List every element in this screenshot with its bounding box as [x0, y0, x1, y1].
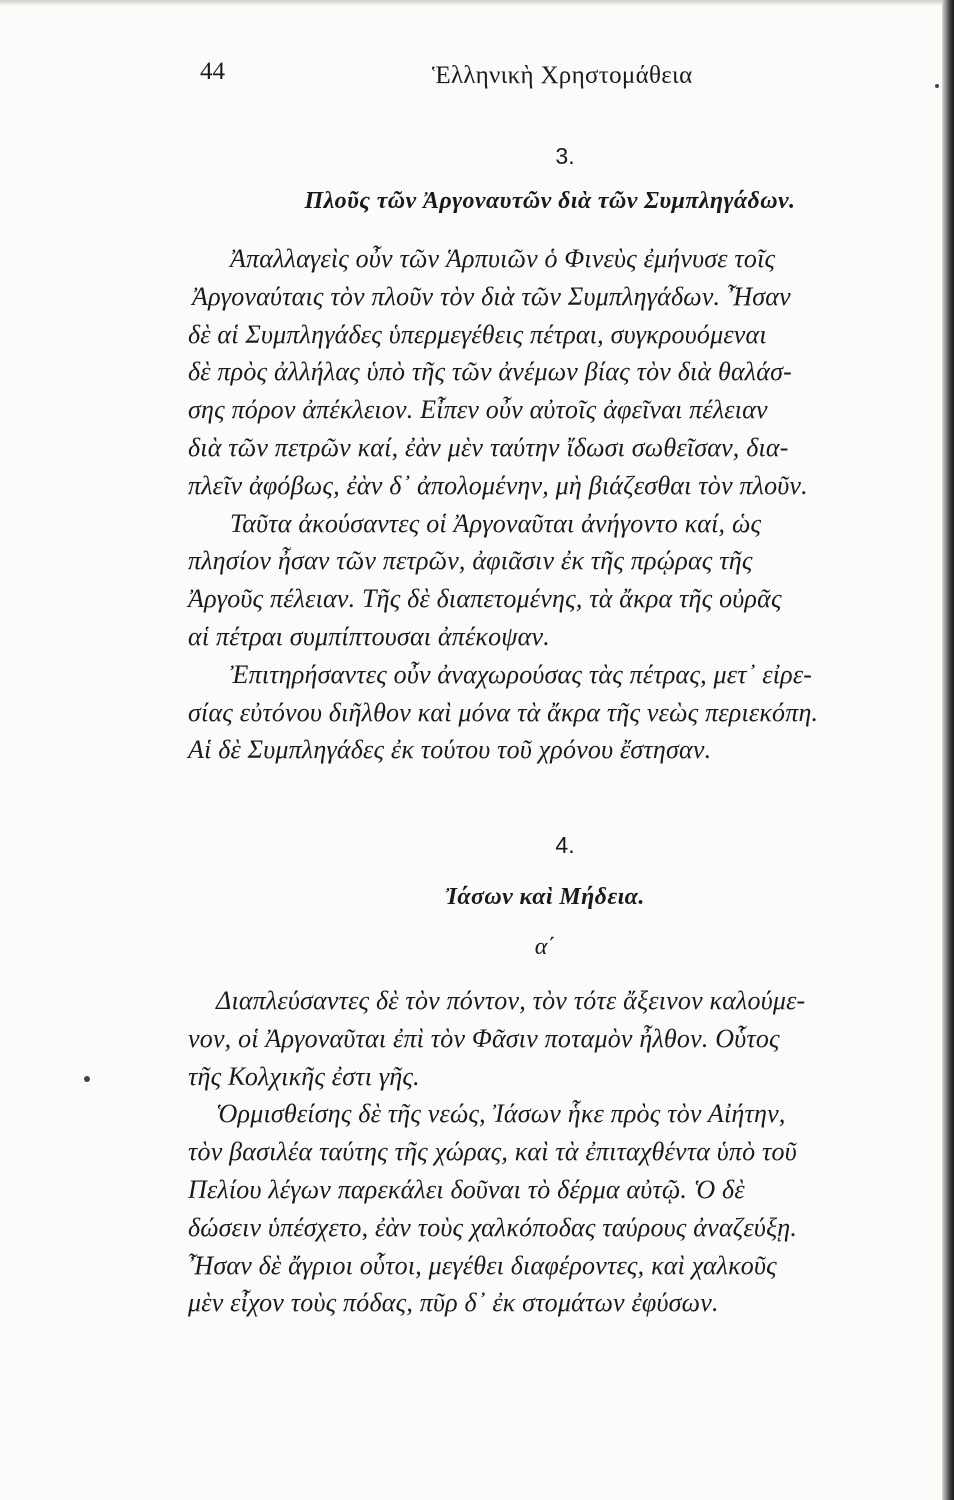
subsection-mark: α΄ — [534, 934, 556, 960]
text-line: αἱ πέτραι συμπίπτουσαι ἀπέκοψαν. — [188, 621, 550, 651]
running-title: Ἑλληνικὴ Χρηστομάθεια — [432, 62, 693, 89]
text-line: πλεῖν ἀφόβως, ἐὰν δ᾽ ἀπολομένην, μὴ βιάζεσθαι τὸν πλοῦν. — [188, 470, 808, 500]
section-title: Ἰάσων καὶ Μήδεια. — [445, 884, 645, 910]
section-body — [188, 982, 938, 1322]
running-header — [0, 58, 954, 98]
text-line: Ἦσαν δὲ ἄγριοι οὗτοι, μεγέθει διαφέροντες, καὶ χαλκοῦς — [188, 1250, 777, 1280]
margin-speck — [84, 1076, 90, 1082]
text-line: Πελίου λέγων παρεκάλει δοῦναι τὸ δέρμα αὐτῷ. Ὁ δὲ — [188, 1174, 745, 1204]
section-body — [188, 240, 938, 769]
text-line: Ἐπιτηρήσαντες οὖν ἀναχωρούσας τὰς πέτρας, μετ᾽ εἰρε- — [230, 659, 813, 689]
section-number: 3. — [555, 143, 575, 169]
text-line: σίας εὐτόνου διῆλθον καὶ μόνα τὰ ἄκρα τῆς νεὼς περιεκόπη. — [188, 697, 819, 727]
text-line: Ἀργοναύταις τὸν πλοῦν τὸν διὰ τῶν Συμπληγάδων. Ἦσαν — [192, 281, 791, 311]
page-number: 44 — [200, 58, 225, 85]
text-line: τῆς Κολχικῆς ἐστι γῆς. — [188, 1061, 420, 1091]
text-line: Διαπλεύσαντες δὲ τὸν πόντον, τὸν τότε ἄξεινον καλούμε- — [216, 986, 806, 1015]
text-line: διὰ τῶν πετρῶν καί, ἐὰν μὲν ταύτην ἴδωσι σωθεῖσαν, δια- — [188, 432, 789, 462]
text-line: Ἀπαλλαγεὶς οὖν τῶν Ἁρπυιῶν ὁ Φινεὺς ἐμήνυσε τοῖς — [230, 244, 776, 273]
text-line: Ταῦτα ἀκούσαντες οἱ Ἀργοναῦται ἀνήγοντο καί, ὡς — [230, 508, 762, 538]
text-line: σης πόρον ἀπέκλειον. Εἶπεν οὖν αὐτοῖς ἀφεῖναι πέλειαν — [188, 395, 768, 425]
text-line: Ὁρμισθείσης δὲ τῆς νεώς, Ἰάσων ἧκε πρὸς τὸν Αἰήτην, — [216, 1099, 786, 1129]
text-line: μὲν εἶχον τοὺς πόδας, πῦρ δ᾽ ἐκ στομάτων ἐφύσων. — [188, 1288, 719, 1318]
text-line: δὲ πρὸς ἀλλήλας ὑπὸ τῆς τῶν ἀνέμων βίας τὸν διὰ θαλάσ- — [188, 357, 792, 387]
section-title: Πλοῦς τῶν Ἀργοναυτῶν διὰ τῶν Συμπληγάδων. — [304, 188, 796, 214]
text-line: Αἱ δὲ Συμπληγάδες ἐκ τούτου τοῦ χρόνου ἔστησαν. — [188, 735, 712, 765]
text-line: Ἀργοῦς πέλειαν. Τῆς δὲ διαπετομένης, τὰ ἄκρα τῆς οὐρᾶς — [188, 584, 782, 614]
text-line: πλησίον ἦσαν τῶν πετρῶν, ἀφιᾶσιν ἐκ τῆς πρῴρας τῆς — [188, 546, 753, 576]
text-line: δώσειν ὑπέσχετο, ἐὰν τοὺς χαλκόποδας ταύρους ἀναζεύξῃ. — [188, 1212, 798, 1242]
text-line: νον, οἱ Ἀργοναῦται ἐπὶ τὸν Φᾶσιν ποταμὸν ἦλθον. Οὗτος — [188, 1023, 780, 1053]
scan-shadow-right — [942, 0, 954, 1500]
text-line: δὲ αἱ Συμπληγάδες ὑπερμεγέθεις πέτραι, συγκρουόμεναι — [188, 319, 767, 349]
section-number: 4. — [555, 832, 575, 858]
text-line: τὸν βασιλέα ταύτης τῆς χώρας, καὶ τὰ ἐπιταχθέντα ὑπὸ τοῦ — [188, 1137, 797, 1167]
scan-shadow-top — [0, 0, 954, 6]
